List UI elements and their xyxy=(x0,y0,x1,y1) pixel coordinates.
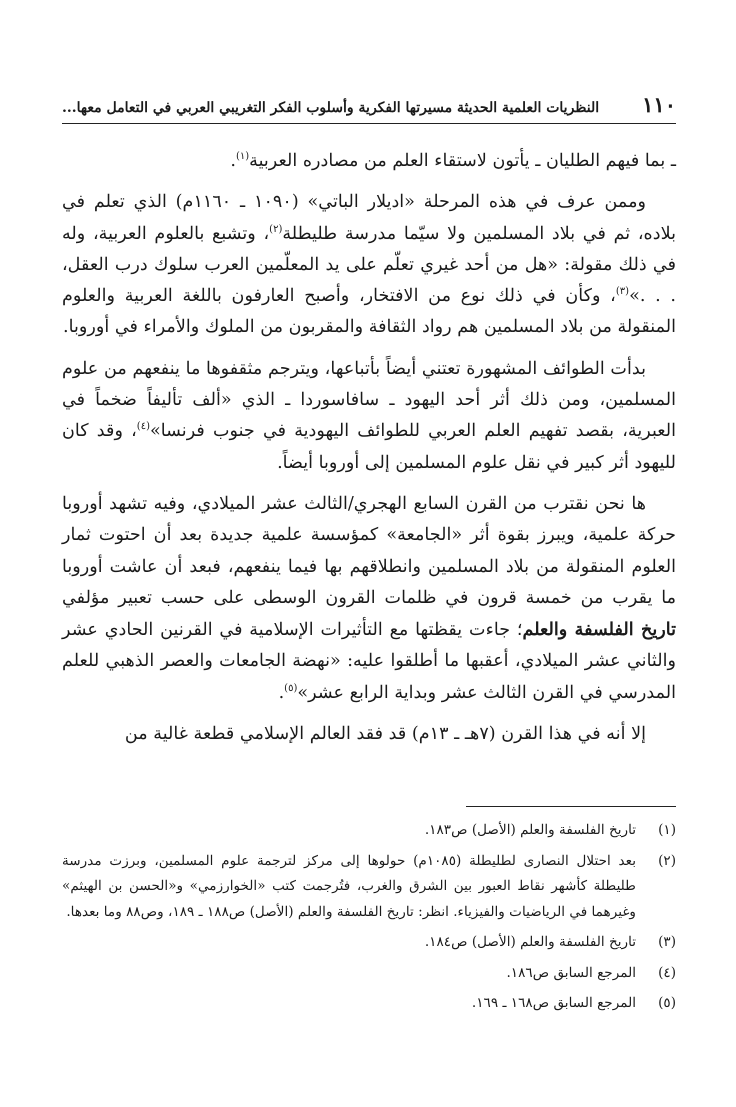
paragraph-2 xyxy=(62,187,676,343)
page-number: ١١٠ xyxy=(642,92,676,117)
footnote-number: (٣) xyxy=(658,934,676,950)
paragraph-5-text: إلا أنه في هذا القرن (٧هـ ـ ١٣م) قد فقد العالم الإسلامي قطعة غالية من xyxy=(124,724,646,745)
paragraph-2-text-a: وممن عرف في هذه المرحلة «اديلار الباتي» (١٠٩٠ ـ ١١٦٠م) الذي تعلم في بلاده، ثم في بلاد المسلمين ولا سيّما مدرسة طليطلة xyxy=(62,192,676,244)
paragraph-3-text-b: ، وقد كان لليهود أثر كبير في نقل علوم المسلمين إلى أوروبا أيضاً. xyxy=(62,421,676,473)
paragraph-4-end: . xyxy=(278,682,285,703)
paragraph-4 xyxy=(62,489,676,709)
paragraph-1-text: ـ بما فيهم الطليان ـ يأتون لاستقاء العلم من مصادره العربية xyxy=(249,151,676,171)
footnote-number: (٤) xyxy=(658,964,676,981)
running-title: النظريات العلمية الحديثة مسيرتها الفكرية وأسلوب الفكر التغريبي العربي في التعامل معها... xyxy=(62,100,600,116)
footnote-3 xyxy=(62,930,676,956)
paragraph-1 xyxy=(62,146,676,177)
book-title-emphasis: تاريخ الفلسفة والعلم xyxy=(522,619,677,641)
footnote-5 xyxy=(62,991,676,1017)
footnotes xyxy=(62,818,676,1022)
footnote-text: بعد احتلال النصارى لطليطلة (١٠٨٥م) حولوها إلى مركز لترجمة علوم المسلمين، وبرزت مدرسة طليطلة كأشهر نقاط العبور بين الشرق والغرب، فتُرجمت كتب «الخوارزمي» و«الحسن بن الهيثم» وغيرهما في الرياضيات والفيزياء. انظر: تاريخ الفلسفة والعلم (الأصل) ص١٨٨ ـ ١٨٩، وص٨٨ وما بعدها. xyxy=(62,852,637,920)
page-header xyxy=(62,92,676,124)
footnote-text: تاريخ الفلسفة والعلم (الأصل) ص١٨٣. xyxy=(424,822,636,838)
footnote-1 xyxy=(62,818,676,844)
paragraph-2-text-b: ، وتشبع بالعلوم العربية، وله في ذلك مقولة: «هل من أحد غيري تعلّم على يد المعلّمين العرب سلوك درب العقل، . . .» xyxy=(62,223,676,307)
paragraph-1-end: . xyxy=(230,151,236,171)
footnote-number: (٥) xyxy=(658,995,676,1011)
paragraph-3 xyxy=(62,354,676,479)
footnote-ref-4[interactable]: (٤) xyxy=(136,421,150,433)
footnote-number: (٢) xyxy=(658,852,676,869)
footnote-separator xyxy=(466,806,676,807)
footnote-text: المرجع السابق ص١٨٦. xyxy=(506,964,636,981)
footnote-ref-3[interactable]: (٣) xyxy=(615,286,630,298)
footnote-2 xyxy=(62,849,676,926)
paragraph-5 xyxy=(62,719,676,750)
footnote-ref-5[interactable]: (٥) xyxy=(284,682,298,694)
footnote-number: (١) xyxy=(658,822,676,838)
paragraph-3-text-a: بدأت الطوائف المشهورة تعتني أيضاً بأتباعها، ويترجم مثقفوها ما ينفعهم من علوم المسلمين، ومن ذلك أثر أحد اليهود ـ سافاسوردا ـ الذي «ألف تأليفاً ضخماً في العبرية، بقصد تفهيم العلم العربي للطوائف اليهودية في جنوب فرنسا» xyxy=(62,358,676,442)
footnote-ref-2[interactable]: (٢) xyxy=(269,223,283,235)
footnote-ref-1[interactable]: (١) xyxy=(235,151,250,163)
main-text xyxy=(62,146,676,760)
paragraph-4-text-b: ؛ جاءت يقظتها مع التأثيرات الإسلامية في القرنين الحادي عشر والثاني عشر الميلادي، أعقبها ما أطلقوا عليه: «نهضة الجامعات والعصر الذهبي للعلم المدرسي في القرن الثالث عشر وبداية الرابع عشر» xyxy=(62,620,676,703)
paragraph-4-text-a: ها نحن نقترب من القرن السابع الهجري/الثالث عشر الميلادي، وفيه تشهد أوروبا حركة علمية، ويبرز بقوة أثر «الجامعة» كمؤسسة علمية جديدة بعد أن احتوت ثمار العلوم المنقولة من بلاد المسلمين وانطلاقهم بها فيما ينفعهم، فبعد أن عاشت أوروبا ما يقرب من خمسة قرون في ظلمات القرون الوسطى على حسب تعبير مؤلفي xyxy=(62,493,676,608)
footnote-text: المرجع السابق ص١٦٨ ـ ١٦٩. xyxy=(471,995,636,1011)
paragraph-2-text-c: ، وكأن في ذلك نوع من الافتخار، وأصبح العارفون باللغة العربية والعلوم المنقولة من بلاد المسلمين هم رواد الثقافة والمقربون من الملوك والأمراء في أوروبا. xyxy=(62,286,676,338)
footnote-4 xyxy=(62,961,676,987)
footnote-text: تاريخ الفلسفة والعلم (الأصل) ص١٨٤. xyxy=(424,934,636,950)
